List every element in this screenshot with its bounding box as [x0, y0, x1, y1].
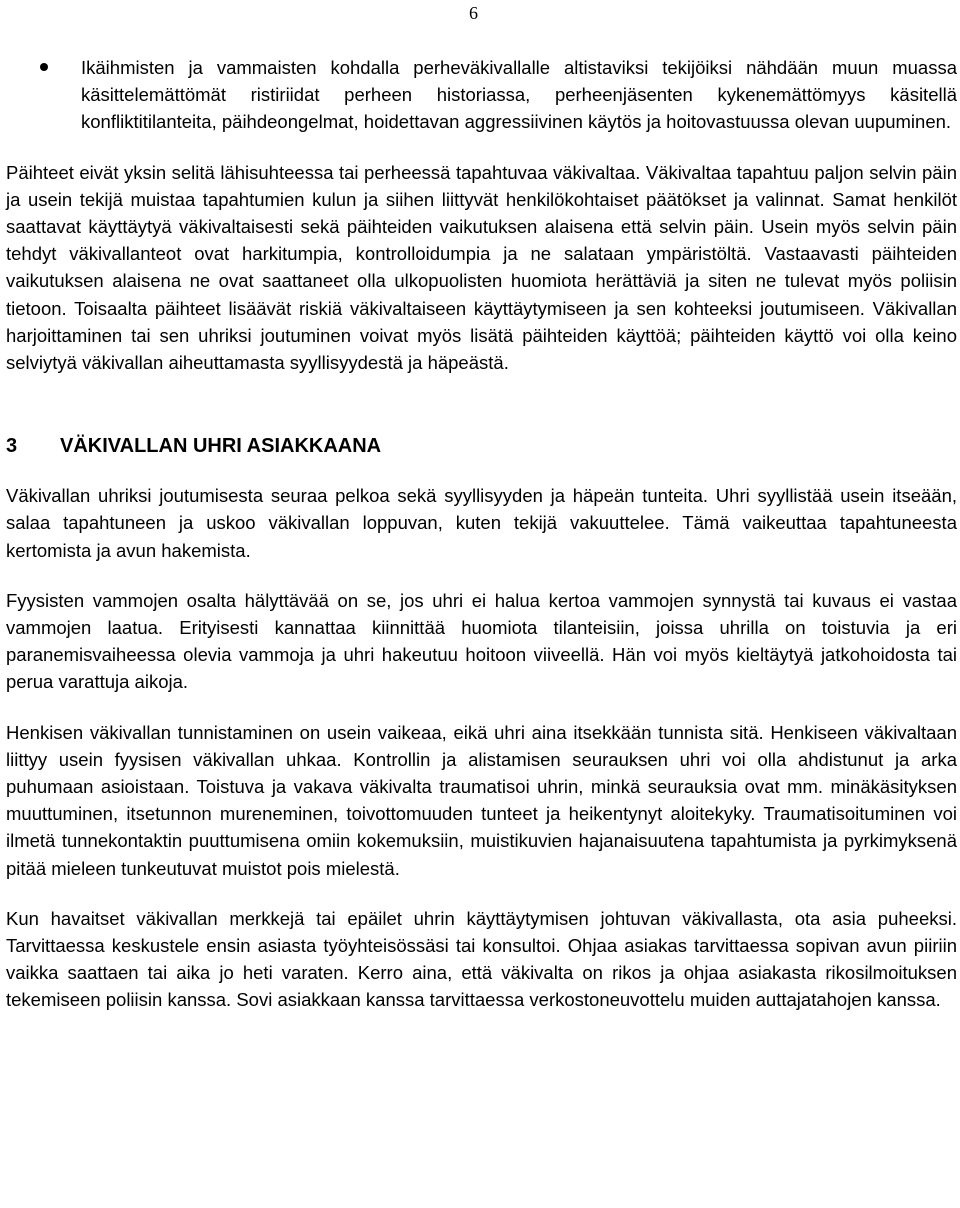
- paragraph-substances: Päihteet eivät yksin selitä lähisuhteessa tai perheessä tapahtuvaa väkivaltaa. Väkivaltaa tapahtuu paljon selvin päin ja usein tekijä muistaa tapahtumien kulun ja siihen liittyvät henkilökohtaiset päätökset ja valinnat. Samat henkilöt saattavat käyttäytyä väkivaltaisesti sekä päihteiden vaikutuksen alaisena että selvin päin. Usein myös selvin päin tehdyt väkivallanteot ovat harkitumpia, kontrolloidumpia ja ne salataan ympäristöltä. Vastaavasti päihteiden vaikutuksen alaisena ne ovat saattaneet olla ulkopuolisten huomiota herättäviä ja siten ne tulevat myös poliisin tietoon. Toisaalta päihteet lisäävät riskiä väkivaltaiseen käyttäytymiseen ja sen kohteeksi joutumiseen. Väkivallan harjoittaminen tai sen uhriksi joutuminen voivat myös lisätä päihteiden käyttöä; päihteiden käyttö voi olla keino selviytyä väkivallan aiheuttamasta syyllisyydestä ja häpeästä.: [6, 161, 957, 374]
- bullet-text: Ikäihmisten ja vammaisten kohdalla perheväkivallalle altistaviksi tekijöiksi nähdään muun muassa käsittelemättömät ristiriidat perheen historiassa, perheenjäsenten kykenemättömyys käsitellä konfliktitilanteita, päihdeongelmat, hoidettavan aggressiivinen käytös ja hoitovastuussa olevan uupuminen.: [81, 57, 957, 133]
- paragraph-victim-feelings: Väkivallan uhriksi joutumisesta seuraa pelkoa sekä syyllisyyden ja häpeän tunteita. Uhri syyllistää usein itseään, salaa tapahtuneen ja uskoo väkivallan loppuvan, kuten tekijä vakuuttelee. Tämä vaikeuttaa tapahtuneesta kertomista ja avun hakemista.: [6, 485, 957, 561]
- bullet-dot-icon: [40, 63, 48, 71]
- paragraph-mental-violence: Henkisen väkivallan tunnistaminen on usein vaikeaa, eikä uhri aina itsekkään tunnista sitä. Henkiseen väkivaltaan liittyy usein fyysisen väkivallan uhkaa. Kontrollin ja alistamisen seurauksen uhri voi olla ahdistunut ja arka puhumaan asioistaan. Toistuva ja vakava väkivalta traumatisoi uhrin, minkä seurauksia ovat mm. minäkäsityksen muuttuminen, itsetunnon mureneminen, toivottomuuden tunteet ja heikentynyt aloitekyky. Traumatisoituminen voi ilmetä tunnekontaktin puuttumisena omiin kokemuksiin, muistikuvien hajanaisuutena tapahtumista ja pyrkimyksenä pitää mieleen tunkeutuvat muistot pois mielestä.: [6, 721, 957, 879]
- paragraph-what-to-do: Kun havaitset väkivallan merkkejä tai epäilet uhrin käyttäytymisen johtuvan väkivallasta, ota asia puheeksi. Tarvittaessa keskustele ensin asiasta työyhteisössäsi tai konsultoi. Ohjaa asiakas tarvittaessa sopivan avun piiriin vaikka saattaen tai aika jo heti varaten. Kerro aina, että väkivalta on rikos ja ohjaa asiakasta rikosilmoituksen tekemiseen poliisin kanssa. Sovi asiakkaan kanssa tarvittaessa verkostoneuvottelu muiden auttajatahojen kanssa.: [6, 907, 957, 1011]
- paragraph-physical-injuries: Fyysisten vammojen osalta hälyttävää on se, jos uhri ei halua kertoa vammojen synnystä tai kuvaus ei vastaa vammojen laatua. Erityisesti kannattaa kiinnittää huomiota tilanteisiin, joissa uhrilla on toistuvia ja eri paranemisvaiheessa olevia vammoja ja uhri hakeutuu hoitoon viiveellä. Hän voi myös kieltäytyä jatkohoidosta tai perua varattuja aikoja.: [6, 589, 957, 693]
- section-title: VÄKIVALLAN UHRI ASIAKKAANA: [60, 435, 382, 458]
- section-number: 3: [6, 435, 18, 458]
- bullet-item: [6, 54, 957, 136]
- document-body: [6, 54, 957, 1014]
- section-heading: [6, 431, 957, 461]
- page-number: 6: [469, 3, 478, 23]
